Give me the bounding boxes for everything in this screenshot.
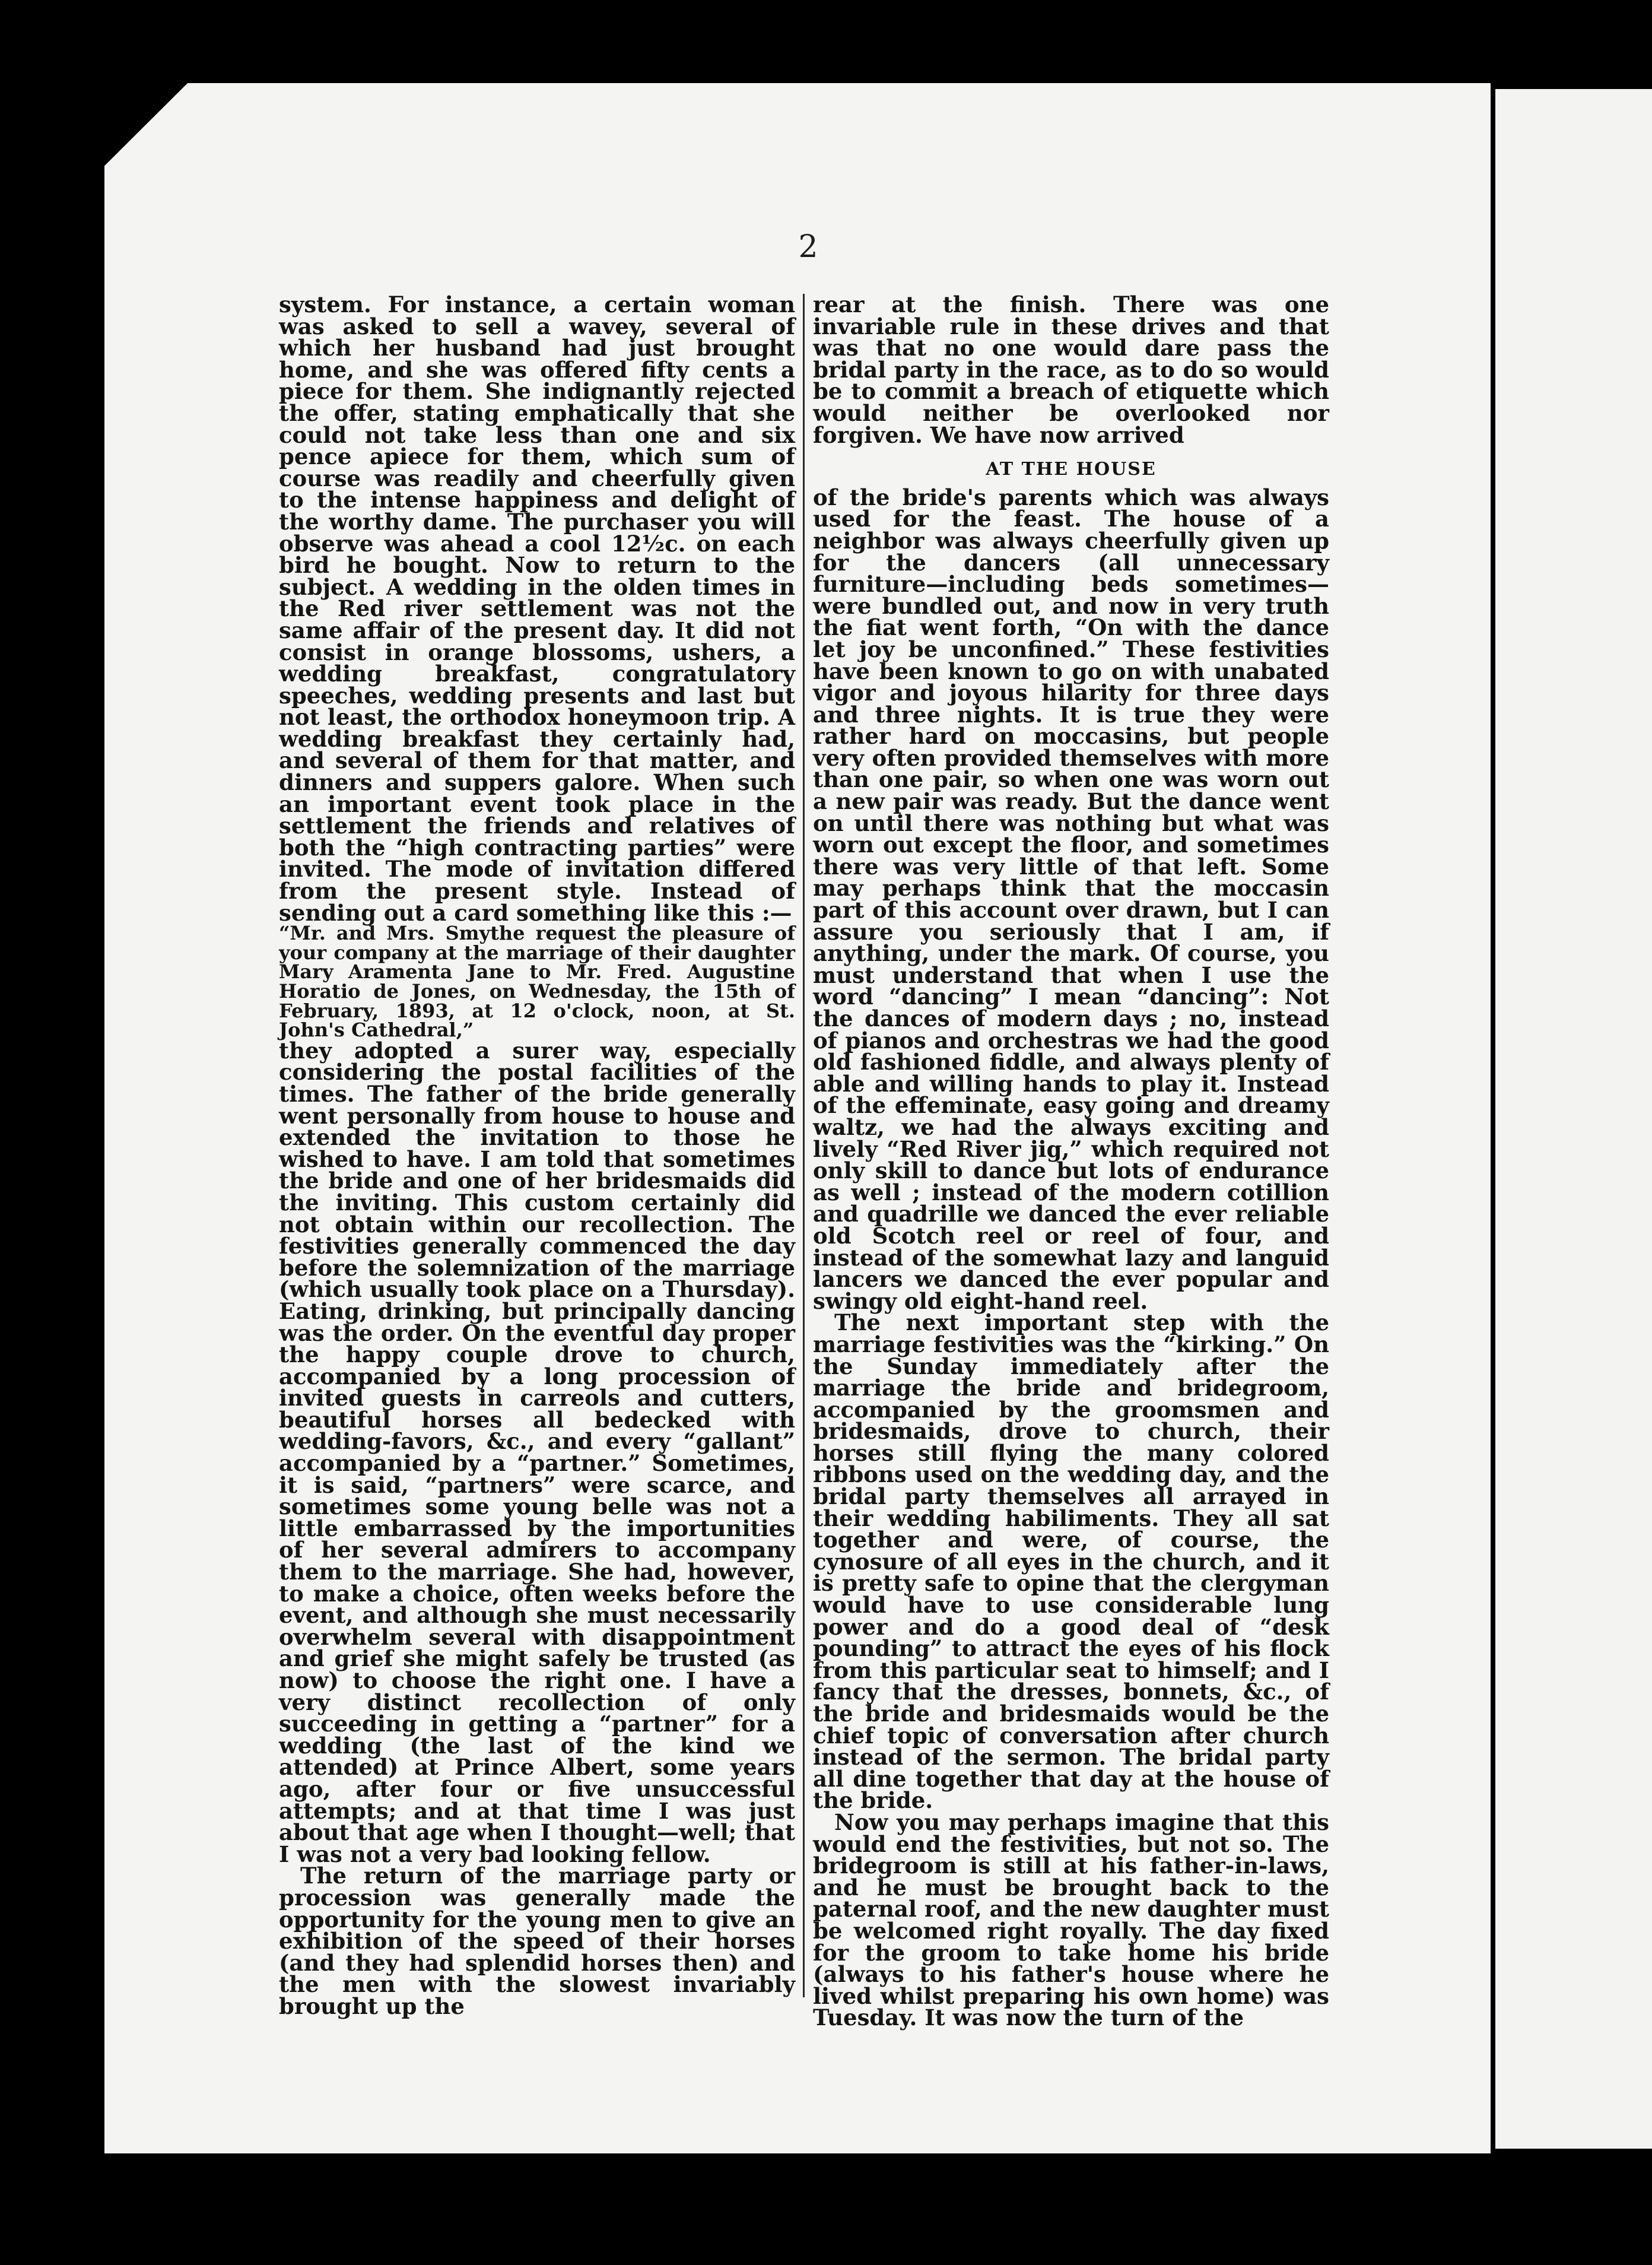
left-paragraph-1: system. For instance, a certain woman was asked to sell a wavey, several of which her husband had just brought home, and she was offered fifty cents a piece for them. She indignantly rejected the offer, stating emphatically that she could not take less than one and six pence apiece for them, which sum of course was readily and cheerfully given to the intense happiness and delight of the worthy dame. The purchaser you will observe was ahead a cool 12½c. on each bird he bought. Now to return to the subject. A wedding in the olden times in the Red river settlement was not the same affair of the present day. It did not consist in orange blossoms, ushers, a wedding breakfast, congratulatory speeches, wedding presents and last but not least, the orthodox honeymoon trip. A wedding breakfast they certainly had, and several of them for that matter, and dinners and suppers galore. When such an important event took place in the settlement the friends and relatives of both the “high contracting parties” were invited. The mode of invitation differed from the present style. Instead of sending out a card something like this :— <box>279 291 795 926</box>
adjacent-page-edge <box>1495 89 1652 2149</box>
section-heading: AT THE HOUSE <box>986 459 1157 480</box>
right-paragraph-3: The next important step with the marriage festivities was the “kirking.” On the Sunday immediately after the marriage the bride and bridegroom, accompanied by the groomsmen and bridesmaids, drove to church, their horses still flying the many colored ribbons used on the wedding day, and the bridal party themselves all arrayed in their wedding habiliments. They all sat together and were, of course, the cynosure of all eyes in the church, and it is pretty safe to opine that the clergyman would have to use considerable lung power and do a good deal of “desk pounding” to attract the eyes of his flock from this particular seat to himself; and I fancy that the dresses, bonnets, &c., of the bride and bridesmaids would be the chief topic of conversation after church instead of the sermon. The bridal party all dine together that day at the house of the bride. <box>813 1309 1329 1814</box>
left-paragraph-3: The return of the marriage party or procession was generally made the opportunity for the young men to give an exhibition of the speed of their horses (and they had splendid horses then) and the men with the slowest invariably brought up the <box>279 1863 795 2019</box>
page-number: 2 <box>798 229 818 265</box>
column-divider <box>803 294 805 1997</box>
left-column <box>279 291 795 2019</box>
invitation-quote: “Mr. and Mrs. Smythe request the pleasure of your company at the marriage of their daughter Mary Aramenta Jane to Mr. Fred. Augustine Horatio de Jones, on Wednesday, the 15th of February, 1893, at 12 o'clock, noon, at St. John's Cathedral,” <box>279 922 795 1042</box>
right-column <box>813 291 1329 2031</box>
right-paragraph-4: Now you may perhaps imagine that this would end the festivities, but not so. The bridegroom is still at his father-in-laws, and he must be brought back to the paternal roof, and the new daughter must be welcomed right royally. The day fixed for the groom to take home his bride (always to his father's house where he lived whilst preparing his own home) was Tuesday. It was now the turn of the <box>813 1809 1329 2031</box>
left-paragraph-2: they adopted a surer way, especially considering the postal facilities of the times. The father of the bride generally went personally from house to house and extended the invitation to those he wished to have. I am told that sometimes the bride and one of her bridesmaids did the inviting. This custom certainly did not obtain within our recollection. The festivities generally commenced the day before the solemnization of the marriage (which usually took place on a Thursday). Eating, drinking, but principally dancing was the order. On the eventful day proper the happy couple drove to church, accompanied by a long procession of invited guests in carreols and cutters, beautiful horses all bedecked with wedding-favors, &c., and every “gallant” accompanied by a “partner.” Sometimes, it is said, “partners” were scarce, and sometimes some young belle was not a little embarrassed by the importunities of her several admirers to accompany them to the marriage. She had, however, to make a choice, often weeks before the event, and although she must necessarily overwhelm several with disappointment and grief she might safely be trusted (as now) to choose the right one. I have a very distinct recollection of only succeeding in getting a “partner” for a wedding (the last of the kind we attended) at Prince Albert, some years ago, after four or five unsuccessful attempts; and at that time I was just about that age when I thought—well; that I was not a very bad looking fellow. <box>279 1037 795 1867</box>
right-paragraph-2: of the bride's parents which was always used for the feast. The house of a neighbor was always cheerfully given up for the dancers (all unnecessary furniture—including beds sometimes—were bundled out, and now in very truth the fiat went forth, “On with the dance let joy be unconfined.” These festivities have been known to go on with unabated vigor and joyous hilarity for three days and three nights. It is true they were rather hard on moccasins, but people very often provided themselves with more than one pair, so when one was worn out a new pair was ready. But the dance went on until there was nothing but what was worn out except the floor, and sometimes there was very little of that left. Some may perhaps think that the moccasin part of this account over drawn, but I can assure you seriously that I am, if anything, under the mark. Of course, you must understand that when I use the word “dancing” I mean “dancing”: Not the dances of modern days ; no, instead of pianos and orchestras we had the good old fashioned fiddle, and always plenty of able and willing hands to play it. Instead of the effeminate, easy going and dreamy waltz, we had the always exciting and lively “Red River jig,” which required not only skill to dance but lots of endurance as well ; instead of the modern cotillion and quadrille we danced the ever reliable old Scotch reel or reel of four, and instead of the somewhat lazy and languid lancers we danced the ever popular and swingy old eight-hand reel. <box>813 484 1329 1314</box>
right-paragraph-1: rear at the finish. There was one invariable rule in these drives and that was that no one would dare pass the bridal party in the race, as to do so would be to commit a breach of etiquette which would neither be overlooked nor forgiven. We have now arrived <box>813 291 1329 448</box>
